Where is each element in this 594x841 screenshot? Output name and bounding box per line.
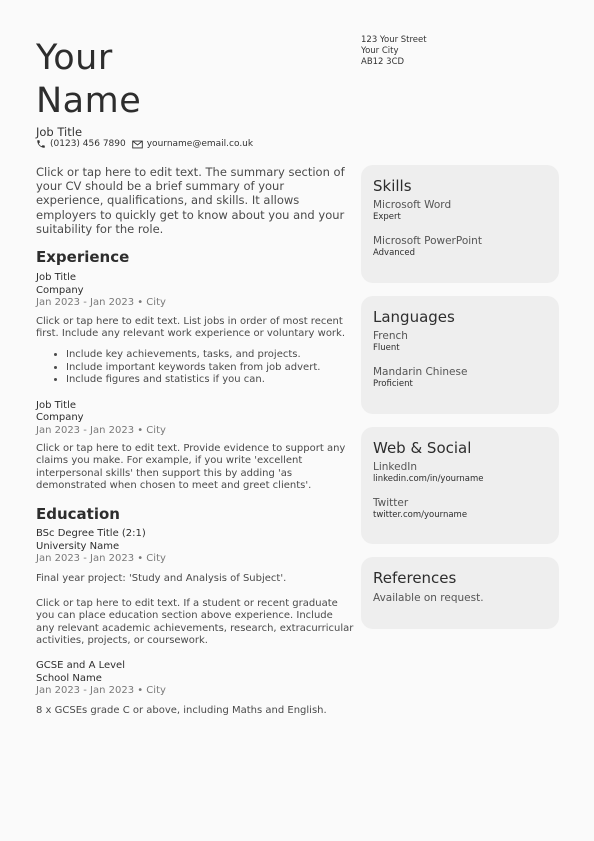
- skills-card: [361, 165, 559, 283]
- list-item[interactable]: • Include important keywords taken from job advert.: [66, 362, 354, 375]
- phone-icon: [36, 139, 46, 149]
- web-social-heading: Web & Social: [373, 439, 472, 457]
- phone-text: (0123) 456 7890: [50, 139, 126, 149]
- summary-text[interactable]: Click or tap here to edit text. The summary section of your CV should be a brief summary of your experience, qualifications, and skills. It allows employers to quickly get to know about you and your suitability for the role.: [36, 165, 345, 236]
- language-level[interactable]: Fluent: [373, 343, 400, 353]
- experience-heading: Experience: [36, 248, 130, 267]
- job-date-location[interactable]: Jan 2023 - Jan 2023 • City: [36, 424, 166, 436]
- contact-line: [36, 139, 259, 149]
- experience-entry: [36, 272, 354, 387]
- web-social-card: [361, 427, 559, 544]
- education-description[interactable]: 8 x GCSEs grade C or above, including Maths and English.: [36, 704, 327, 716]
- social-profile-url[interactable]: twitter.com/yourname: [373, 510, 468, 520]
- skill-level[interactable]: Expert: [373, 212, 401, 222]
- social-profile-url[interactable]: linkedin.com/in/yourname: [373, 474, 484, 484]
- company-name[interactable]: Company: [36, 412, 84, 424]
- main-column: [36, 165, 354, 717]
- skills-heading: Skills: [373, 177, 412, 195]
- skill-name[interactable]: Microsoft PowerPoint: [373, 235, 482, 247]
- candidate-name[interactable]: [36, 37, 141, 123]
- achievements-list: [36, 349, 354, 387]
- degree-title[interactable]: BSc Degree Title (2:1): [36, 528, 146, 540]
- language-level[interactable]: Proficient: [373, 379, 413, 389]
- education-date-location[interactable]: Jan 2023 - Jan 2023 • City: [36, 553, 166, 565]
- education-date-location[interactable]: Jan 2023 - Jan 2023 • City: [36, 685, 166, 697]
- references-text[interactable]: Available on request.: [373, 592, 484, 604]
- address-line-1: 123 Your Street: [361, 35, 427, 45]
- education-description[interactable]: Click or tap here to edit text. If a student or recent graduate you can place education section above experience. Include any relevant academic achievements, research, extracurricular activities, projects, or coursework.: [36, 598, 354, 646]
- education-project[interactable]: Final year project: 'Study and Analysis of Subject'.: [36, 572, 287, 584]
- job-description[interactable]: Click or tap here to edit text. List jobs in order of most recent first. Include any relevant work experience or voluntary work.: [36, 315, 346, 339]
- education-entry: [36, 528, 354, 647]
- list-item[interactable]: • Include key achievements, tasks, and projects.: [66, 349, 354, 362]
- education-entry: [36, 660, 354, 717]
- mail-icon: [132, 140, 143, 149]
- languages-card: [361, 296, 559, 414]
- social-network-name[interactable]: Twitter: [373, 497, 409, 509]
- references-heading: References: [373, 569, 457, 587]
- language-name[interactable]: Mandarin Chinese: [373, 366, 468, 378]
- company-name[interactable]: Company: [36, 284, 84, 296]
- address-block[interactable]: [361, 35, 427, 68]
- name-line-1: Your: [36, 38, 113, 78]
- job-date-location[interactable]: Jan 2023 - Jan 2023 • City: [36, 297, 166, 309]
- experience-entry: [36, 400, 354, 493]
- email-item[interactable]: [132, 139, 253, 149]
- skill-level[interactable]: Advanced: [373, 248, 415, 258]
- language-name[interactable]: French: [373, 330, 408, 342]
- header-job-title[interactable]: Job Title: [36, 125, 83, 139]
- address-line-2: Your City: [361, 46, 399, 56]
- languages-heading: Languages: [373, 308, 455, 326]
- phone-item[interactable]: [36, 139, 126, 149]
- job-description[interactable]: Click or tap here to edit text. Provide evidence to support any claims you make. For example, if you write 'excellent interpersonal skills' then support this by adding 'as demonstrated when chosen to meet and greet clients'.: [36, 443, 346, 491]
- degree-title[interactable]: GCSE and A Level: [36, 660, 125, 672]
- list-item[interactable]: • Include figures and statistics if you can.: [66, 374, 354, 387]
- references-card: [361, 557, 559, 629]
- education-heading: Education: [36, 505, 120, 524]
- job-title[interactable]: Job Title: [36, 272, 77, 284]
- institution-name[interactable]: School Name: [36, 672, 102, 684]
- social-network-name[interactable]: LinkedIn: [373, 461, 418, 473]
- job-title[interactable]: Job Title: [36, 399, 77, 411]
- address-line-3: AB12 3CD: [361, 57, 405, 67]
- institution-name[interactable]: University Name: [36, 540, 120, 552]
- skill-name[interactable]: Microsoft Word: [373, 199, 452, 211]
- name-line-2: Name: [36, 81, 142, 121]
- email-text: yourname@email.co.uk: [146, 139, 254, 149]
